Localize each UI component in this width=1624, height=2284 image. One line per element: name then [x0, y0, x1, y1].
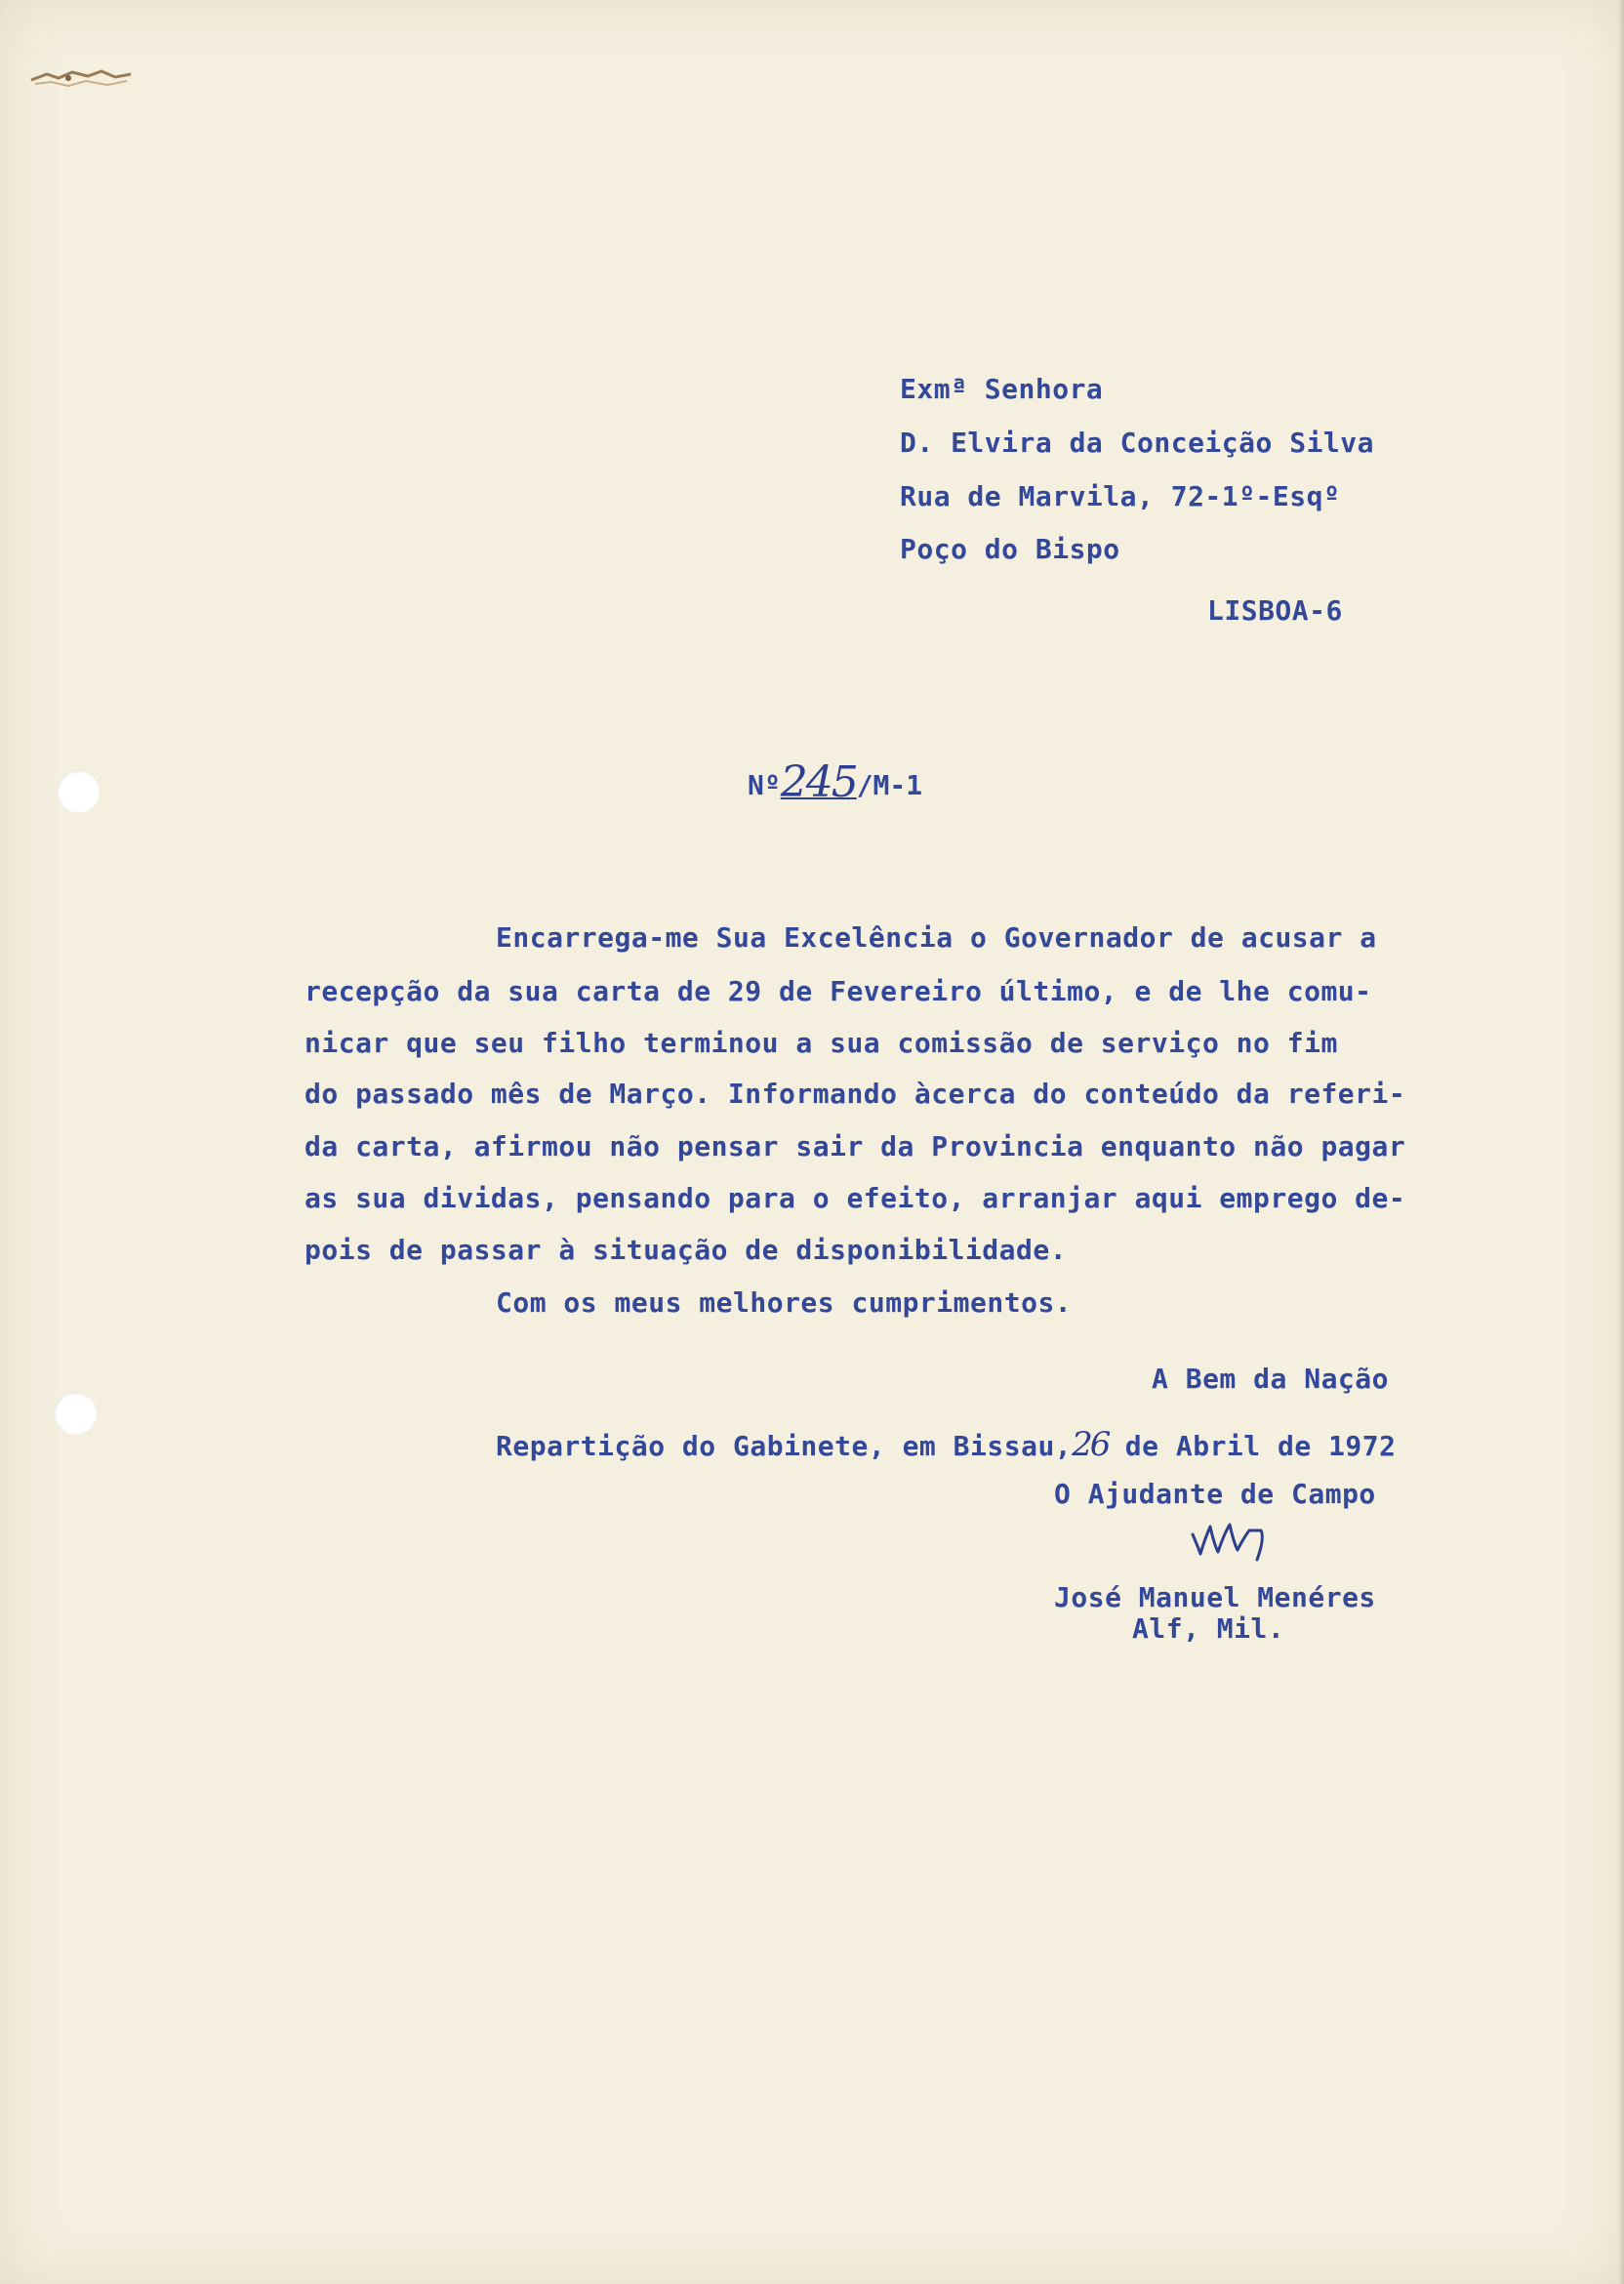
- staple-tear-mark: [29, 66, 137, 92]
- address-locality: Poço do Bispo: [900, 533, 1120, 565]
- dateline: [496, 1425, 1397, 1464]
- address-street: Rua de Marvila, 72-1º-Esqº: [900, 480, 1341, 512]
- reference-number: [748, 757, 922, 807]
- body-line: nicar que seu filho terminou a sua comissão de serviço no fim: [304, 1027, 1338, 1059]
- signatory-role: O Ajudante de Campo: [1054, 1478, 1376, 1510]
- address-salutation: Exmª Senhora: [900, 373, 1104, 405]
- dateline-place: Repartição do Gabinete, em Bissau,: [496, 1430, 1073, 1462]
- address-name: D. Elvira da Conceição Silva: [900, 427, 1375, 459]
- closing-line: Com os meus melhores cumprimentos.: [496, 1286, 1073, 1319]
- body-line: Encarrega-me Sua Excelência o Governador de acusar a: [496, 921, 1377, 954]
- reference-prefix: Nº: [748, 769, 781, 801]
- body-line: recepção da sua carta de 29 de Fevereiro último, e de lhe comu-: [304, 975, 1372, 1007]
- reference-handwritten-number: 245: [780, 757, 857, 807]
- address-city: LISBOA-6: [1207, 594, 1343, 627]
- punch-hole-top: [57, 770, 100, 813]
- page-edge: [1618, 0, 1624, 2284]
- body-line: da carta, afirmou não pensar sair da Provincia enquanto não pagar: [304, 1130, 1406, 1162]
- body-line: do passado mês de Março. Informando àcerca do conteúdo da referi-: [304, 1078, 1406, 1110]
- dateline-month-year: de Abril de 1972: [1108, 1430, 1397, 1462]
- reference-suffix: /M-1: [856, 769, 923, 801]
- punch-hole-bottom: [54, 1392, 97, 1435]
- body-line: pois de passar à situação de disponibilidade.: [304, 1234, 1068, 1266]
- handwritten-signature: [1189, 1515, 1279, 1570]
- dateline-handwritten-day: 26: [1072, 1425, 1109, 1464]
- signatory-rank: Alf, Mil.: [1132, 1612, 1285, 1645]
- signatory-name: José Manuel Menéres: [1054, 1581, 1376, 1613]
- body-line: as sua dividas, pensando para o efeito, arranjar aqui emprego de-: [304, 1182, 1406, 1214]
- motto: A Bem da Nação: [1152, 1363, 1390, 1395]
